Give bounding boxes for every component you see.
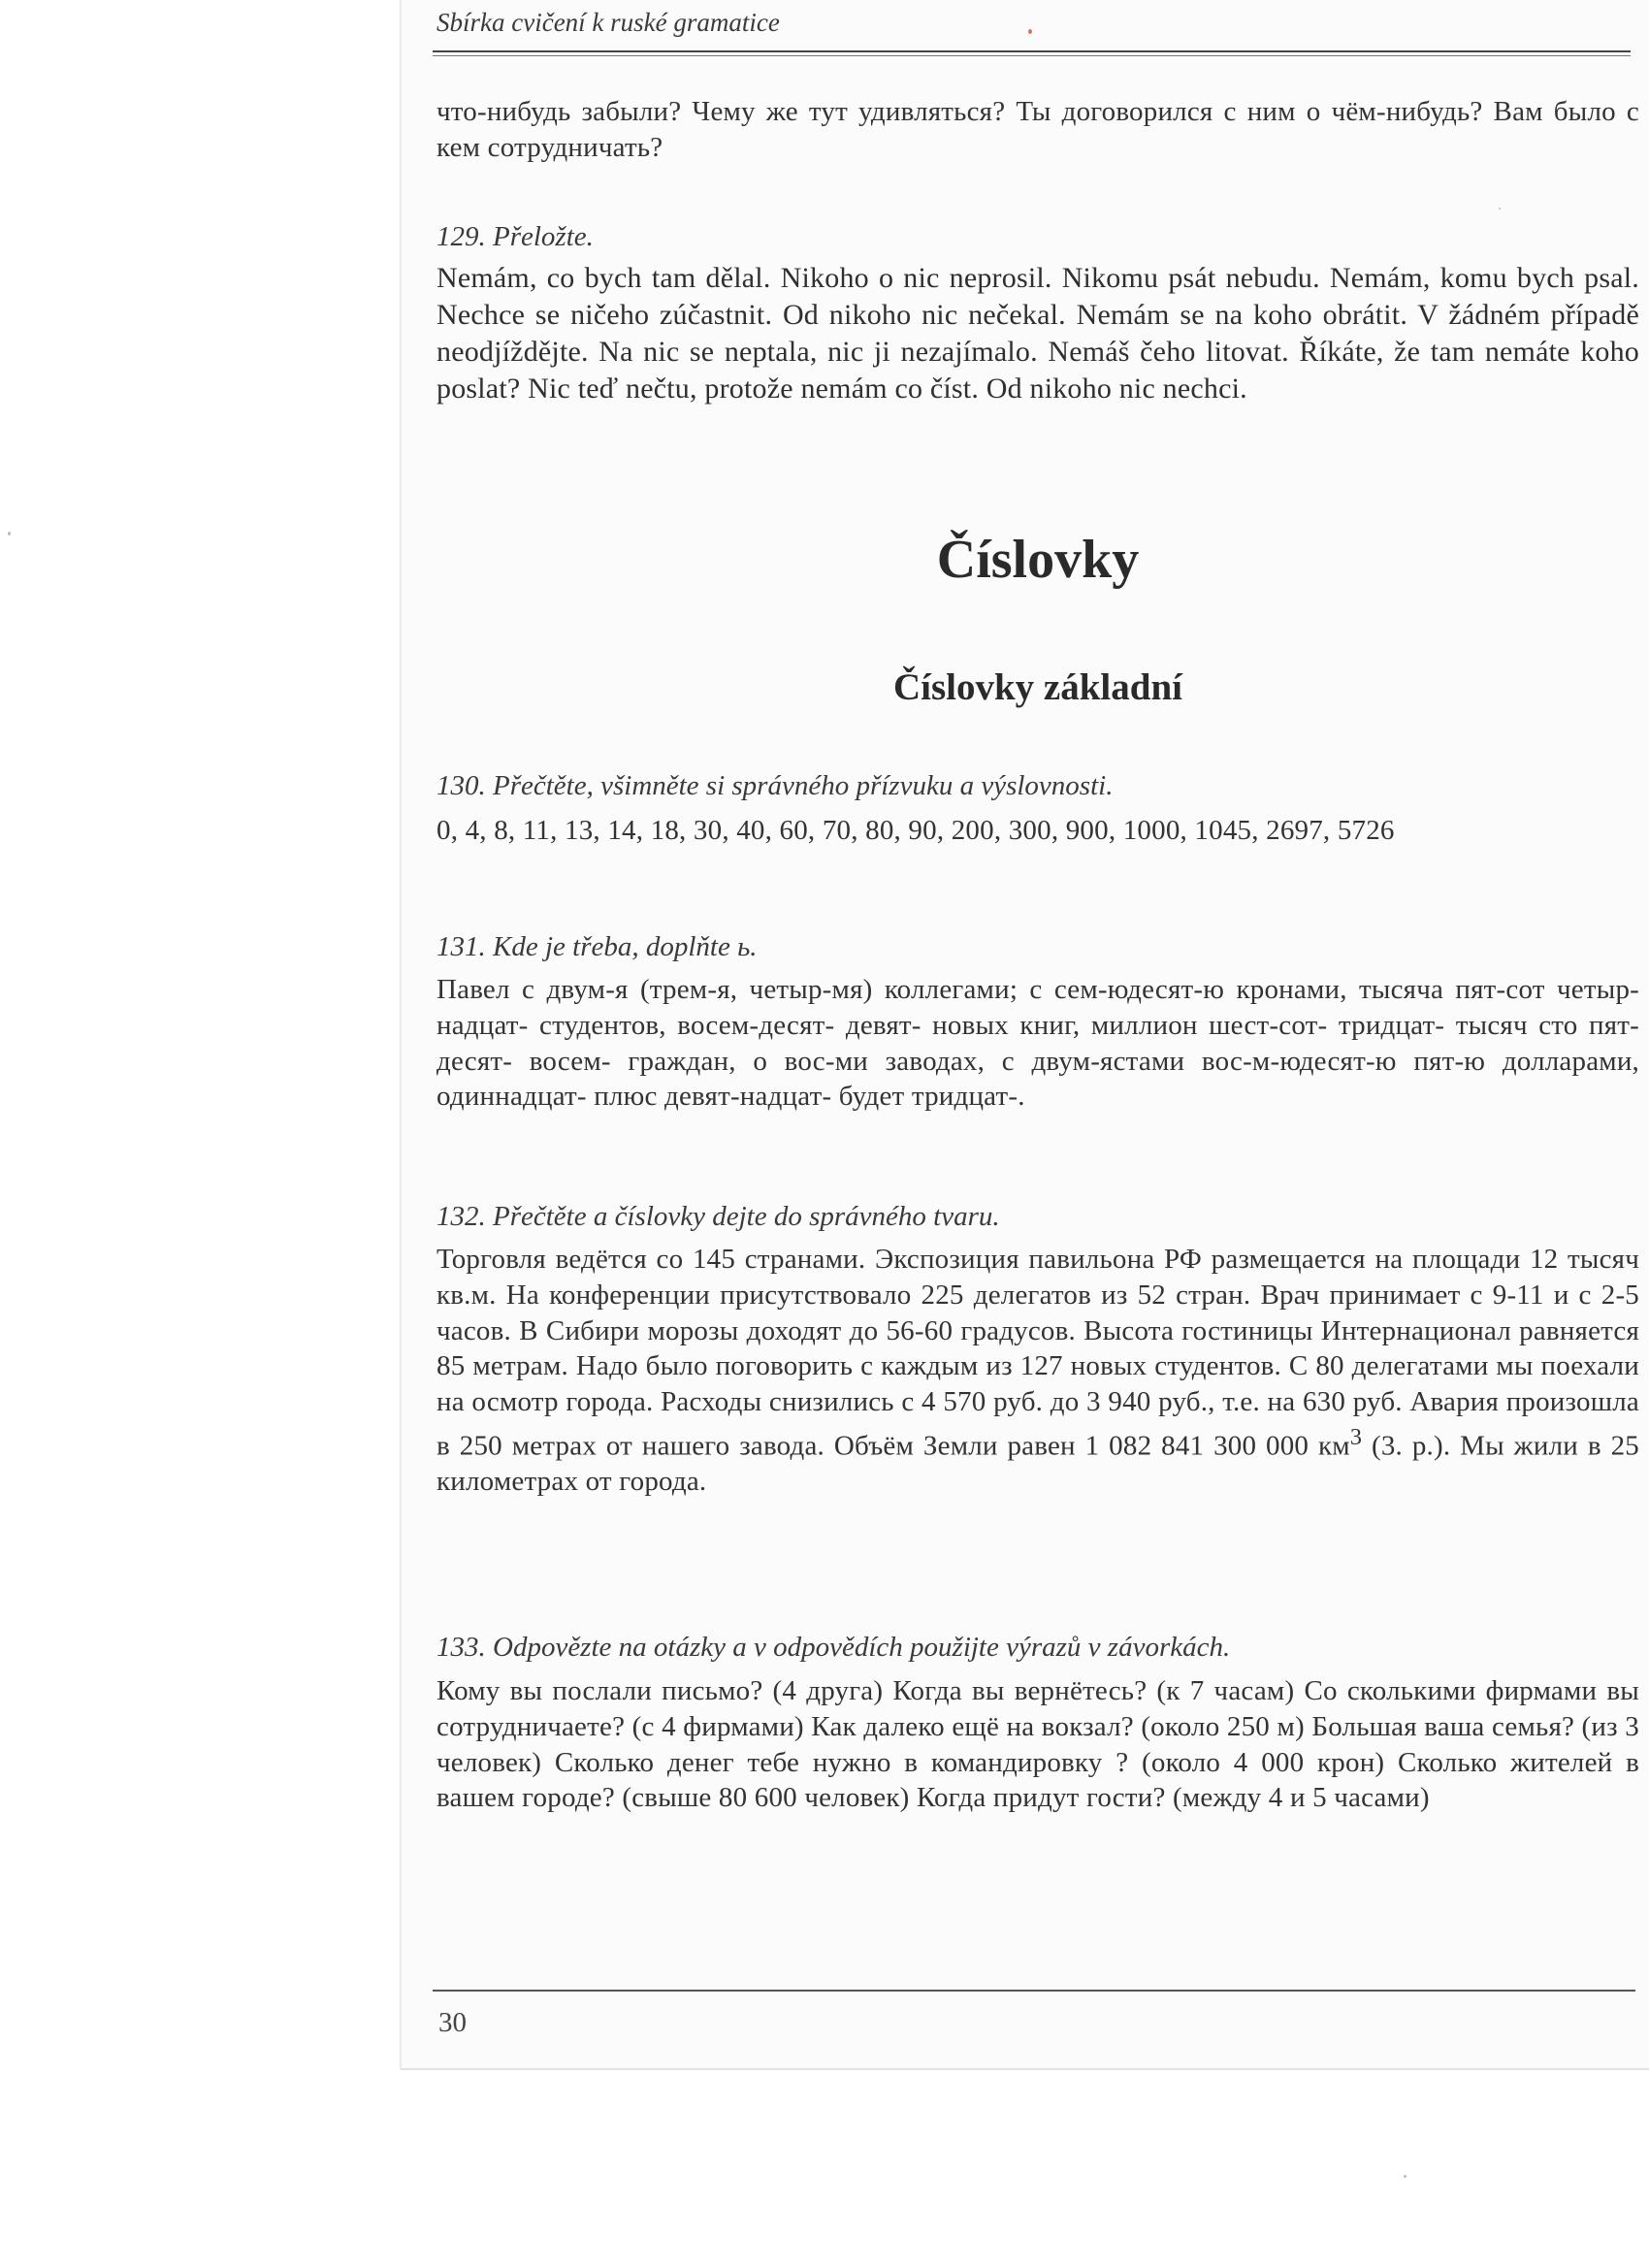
exercise-132-text-main: Торговля ведётся со 145 странами. Экспозиция павильона РФ размещается на площади 12 тысяч кв.м. На конференции присутствовало 225 делегатов из 52 стран. Врач принимает с 9-11 и с 2-5 часов. В Сибири морозы доходят до 56-60 градусов. Высота гостиницы Интернационал равняется 85 метрам. Надо было поговорить с каждым из 127 новых студентов. С 80 делегатами мы поехали на осмотр города. Расходы снизились с 4 570 руб. до 3 940 руб., т.е. на 630 руб. Авария произошла в 250 метрах от нашего завода. Объём Земли равен 1 082 841 300 000 км	[436, 1244, 1639, 1462]
scan-speck	[1404, 2175, 1406, 2178]
subsection-title: Číslovky základní	[892, 666, 1182, 708]
header-speck	[1028, 29, 1032, 34]
exercise-130-text: 0, 4, 8, 11, 13, 14, 18, 30, 40, 60, 70, 80, 90, 200, 300, 900, 1000, 1045, 2697, 5726	[436, 815, 1395, 846]
running-header: Sbírka cvičení k ruské gramatice	[436, 8, 780, 37]
exercise-130-title: 130. Přečtěte, všimněte si správného přízvuku a výslovnosti.	[436, 770, 1114, 801]
sheet-bottom-edge	[401, 2068, 1649, 2070]
exercise-133-text: Кому вы послали письмо? (4 друга) Когда вы вернётесь? (к 7 часам) Со сколькими фирмами вы сотрудничаете? (с 4 фирмами) Как далеко ещё на вокзал? (около 250 м) Большая ваша семья? (из 3 человек) Сколько денег тебе нужно в командировку ? (около 4 000 крон) Сколько жителей в вашем городе? (свыше 80 600 человек) Когда придут гости? (между 4 и 5 часами)	[436, 1675, 1639, 1814]
exercise-132-text-end: (3. р.). Мы жили в 25 километрах от города.	[436, 1430, 1639, 1498]
page-number: 30	[438, 2007, 467, 2038]
cubic-superscript: 3	[1349, 1423, 1363, 1450]
scan-speck	[1499, 208, 1501, 210]
scan-speck	[8, 532, 11, 535]
section-title: Číslovky	[936, 530, 1140, 590]
footer-rule	[433, 1990, 1635, 1992]
sheet-left-edge	[400, 0, 402, 2069]
exercise-129-text: Nemám, co bych tam dělal. Nikoho o nic neprosil. Nikomu psát nebudu. Nemám, komu bych psal. Nechce se ničeho zúčastnit. Od nikoho nic nečekal. Nemám se na koho obrátit. V žádném případě neodjíždějte. Na nic se neptala, nic ji nezajímalo. Nemáš čeho litovat. Říkáte, že tam nemáte koho poslat? Nic teď nečtu, protože nemám co číst. Od nikoho nic nechci.	[436, 262, 1639, 405]
exercise-132-title: 132. Přečtěte a číslovky dejte do správného tvaru.	[436, 1201, 1000, 1232]
header-rule	[433, 50, 1631, 52]
exercise-131-text: Павел с двум-я (трем-я, четыр-мя) коллегами; с сем-юдесят-ю кронами, тысяча пят-сот четыр-надцат- студентов, восем-десят- девят- новых книг, миллион шест-сот- тридцат- тысяч сто пят-десят- восем- граждан, о вос-ми заводах, с двум-ястами вос-м-юдесят-ю пят-ю долларами, одиннадцат- плюс девят-надцат- будет тридцат-.	[436, 974, 1639, 1113]
header-rule-thin	[433, 55, 1631, 56]
exercise-132-text	[436, 1242, 1639, 1500]
exercise-131-title: 131. Kde je třeba, doplňte ь.	[436, 931, 758, 962]
exercise-133-title: 133. Odpovězte na otázky a v odpovědích použijte výrazů v závorkách.	[436, 1632, 1231, 1663]
continuation-paragraph: что-нибудь забыли? Чему же тут удивляться? Ты договорился с ним о чём-нибудь? Вам было с кем сотрудничать?	[436, 96, 1639, 163]
exercise-129-title: 129. Přeložte.	[436, 221, 594, 252]
